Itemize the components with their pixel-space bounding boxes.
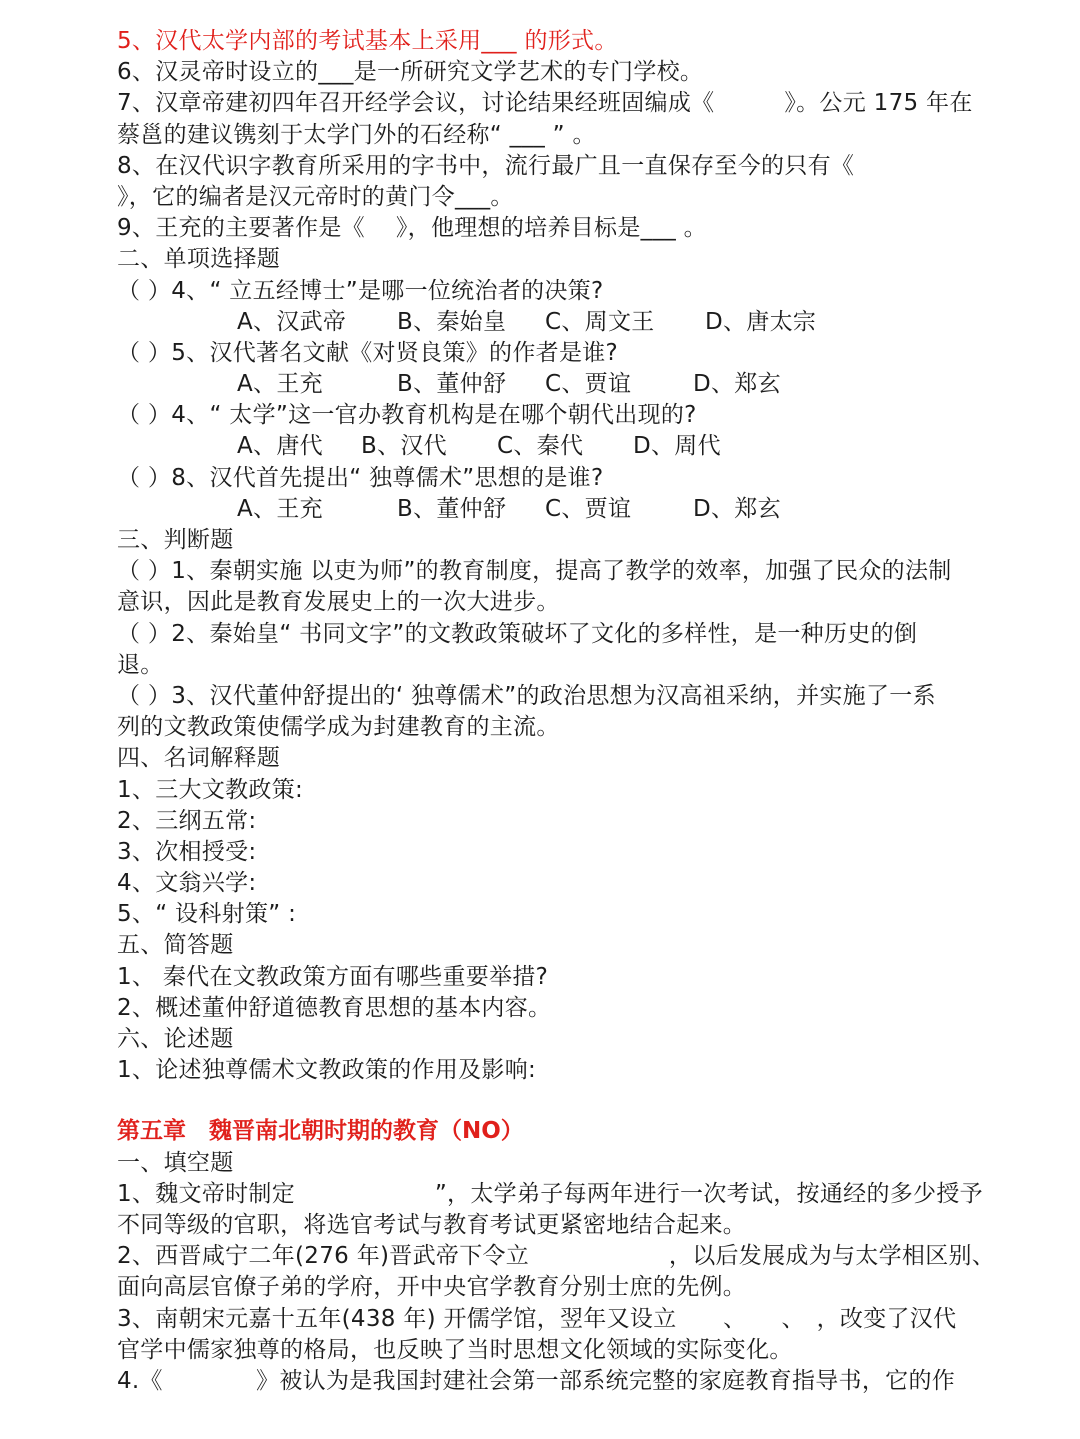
question-line: （ ）1、秦朝实施 以吏为师”的教育制度，提高了教学的效率，加强了民众的法制 bbox=[117, 558, 952, 585]
multiple-choice-section bbox=[117, 276, 1080, 526]
fill-blank-section-ch5 bbox=[117, 1148, 1080, 1398]
mcq-question: （ ）5、汉代著名文献《对贤良策》的作者是谁? bbox=[117, 339, 619, 366]
question-line: 7、汉章帝建初四年召开经学会议，讨论结果经班固编成《 》。公元 175 年在 bbox=[117, 90, 973, 117]
mcq-option: A、汉武帝 bbox=[237, 308, 347, 335]
mcq-option: A、唐代 bbox=[237, 433, 323, 460]
mcq-option: B、董仲舒 bbox=[397, 495, 507, 522]
mcq-option: D、郑玄 bbox=[693, 495, 781, 522]
mcq-option: D、周代 bbox=[633, 433, 721, 460]
question-line: 3、次相授受: bbox=[117, 838, 257, 865]
section-heading: 四、名词解释题 bbox=[117, 745, 281, 772]
mcq-option: D、郑玄 bbox=[693, 371, 781, 398]
question-line: 1、三大文教政策: bbox=[117, 776, 304, 803]
question-line: 2、概述董仲舒道德教育思想的基本内容。 bbox=[117, 994, 552, 1021]
mcq-option: B、秦始皇 bbox=[397, 308, 507, 335]
mcq-option: D、唐太宗 bbox=[705, 308, 817, 335]
mcq-option: A、王充 bbox=[237, 495, 323, 522]
question-line: 9、王充的主要著作是《 》，他理想的培养目标是___ 。 bbox=[117, 215, 707, 242]
question-line: 2、三纲五常: bbox=[117, 807, 257, 834]
chapter-title: 第五章 魏晋南北朝时期的教育（NO） bbox=[117, 1118, 524, 1145]
section-heading: 一、填空题 bbox=[117, 1149, 234, 1176]
question-line: 3、南朝宋元嘉十五年(438 年) 开儒学馆，翌年又设立 、 、 ，改变了汉代 bbox=[117, 1305, 957, 1332]
judgement-and-other-sections bbox=[117, 525, 1080, 1086]
question-line: 官学中儒家独尊的格局，也反映了当时思想文化领域的实际变化。 bbox=[117, 1336, 793, 1363]
mcq-question: （ ）4、“ 立五经博士”是哪一位统治者的决策? bbox=[117, 277, 604, 304]
fill-blank-section-ch4 bbox=[117, 26, 1080, 276]
question-line: 列的文教政策使儒学成为封建教育的主流。 bbox=[117, 714, 560, 741]
question-line: 8、在汉代识字教育所采用的字书中，流行最广且一直保存至今的只有《 bbox=[117, 152, 855, 179]
mcq-option: B、汉代 bbox=[361, 433, 447, 460]
mcq-option: C、贾谊 bbox=[545, 495, 632, 522]
question-line: 蔡邕的建议镌刻于太学门外的石经称“ ___ ” 。 bbox=[117, 121, 596, 148]
mcq-option: B、董仲舒 bbox=[397, 371, 507, 398]
section-heading: 六、论述题 bbox=[117, 1026, 234, 1052]
question-line: 意识，因此是教育发展史上的一次大进步。 bbox=[117, 589, 560, 616]
question-line: 1、 秦代在文教政策方面有哪些重要举措? bbox=[117, 963, 549, 990]
question-line: 》，它的编者是汉元帝时的黄门令___。 bbox=[117, 183, 514, 210]
question-line: 面向高层官僚子弟的学府，开中央官学教育分别士庶的先例。 bbox=[117, 1274, 747, 1301]
question-line: 退。 bbox=[117, 651, 164, 678]
section-heading: 五、简答题 bbox=[117, 932, 234, 959]
section-heading: 二、单项选择题 bbox=[117, 246, 281, 273]
question-line: 5、汉代太学内部的考试基本上采用___ 的形式。 bbox=[117, 28, 618, 54]
mcq-option: C、周文王 bbox=[545, 308, 655, 335]
mcq-options bbox=[117, 494, 1080, 525]
question-line: （ ）3、汉代董仲舒提出的‘ 独尊儒术”的政治思想为汉高祖采纳，并实施了一系 bbox=[117, 682, 936, 709]
mcq-option: C、贾谊 bbox=[545, 371, 632, 398]
question-line: 不同等级的官职，将选官考试与教育考试更紧密地结合起来。 bbox=[117, 1211, 747, 1238]
section-heading: 三、判断题 bbox=[117, 527, 234, 553]
question-line: （ ）2、秦始皇“ 书同文字”的文教政策破坏了文化的多样性，是一种历史的倒 bbox=[117, 620, 918, 647]
question-line: 4.《 》被认为是我国封建社会第一部系统完整的家庭教育指导书，它的作 bbox=[117, 1367, 956, 1394]
mcq-option: C、秦代 bbox=[497, 433, 584, 460]
question-line: 5、“ 设科射策” : bbox=[117, 901, 297, 928]
question-line: 4、文翁兴学: bbox=[117, 870, 257, 897]
mcq-options bbox=[117, 369, 1080, 400]
question-line: 1、论述独尊儒术文教政策的作用及影响: bbox=[117, 1057, 537, 1084]
mcq-question: （ ）4、“ 太学”这一官办教育机构是在哪个朝代出现的? bbox=[117, 402, 697, 429]
mcq-option: A、王充 bbox=[237, 371, 323, 398]
question-line: 6、汉灵帝时设立的___是一所研究文学艺术的专门学校。 bbox=[117, 59, 704, 86]
mcq-options bbox=[117, 431, 1080, 462]
mcq-question: （ ）8、汉代首先提出“ 独尊儒术”思想的是谁? bbox=[117, 464, 604, 491]
mcq-options bbox=[117, 307, 1080, 338]
question-line: 2、西晋咸宁二年(276 年)晋武帝下令立 ，以后发展成为与太学相区别、 bbox=[117, 1243, 996, 1270]
question-line: 1、魏文帝时制定 ”，太学弟子每两年进行一次考试，按通经的多少授予 bbox=[117, 1180, 983, 1207]
